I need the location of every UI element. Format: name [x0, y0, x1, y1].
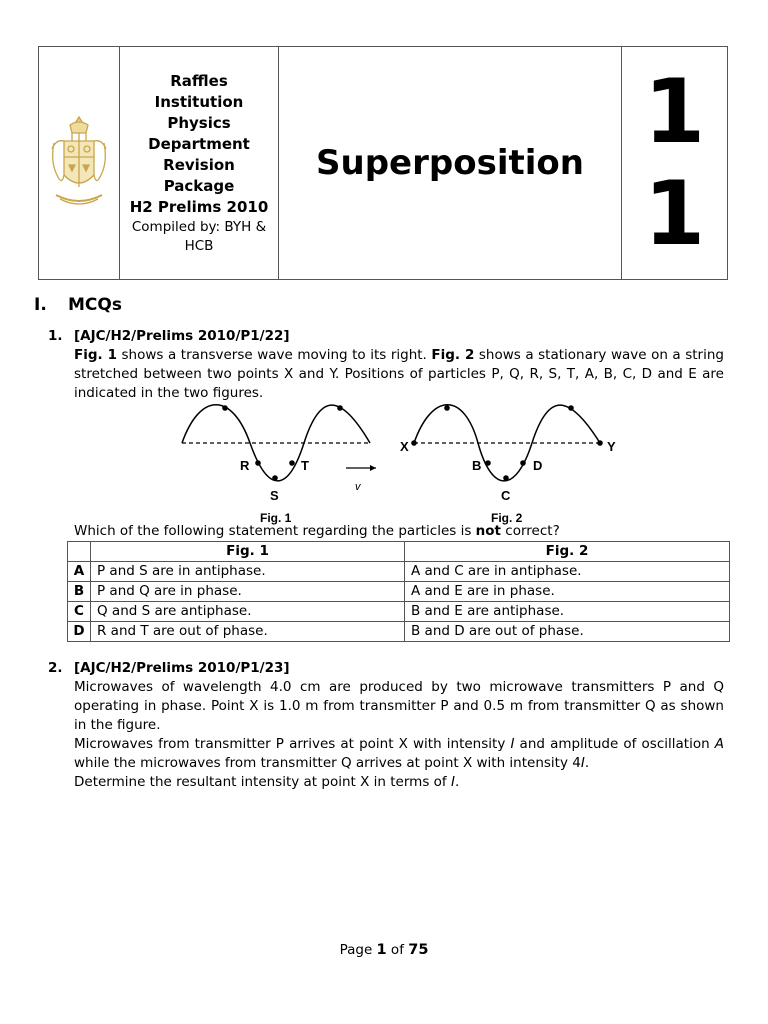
- page-current: 1: [376, 942, 387, 958]
- fig-ref: Fig. 2: [431, 347, 475, 363]
- table-cell: P and S are in antiphase.: [91, 562, 405, 582]
- symbol: I: [510, 736, 515, 752]
- table-cell: Q and S are antiphase.: [91, 602, 405, 622]
- institution-line: Package: [163, 176, 235, 195]
- symbol: A: [714, 736, 725, 752]
- chapter-digit: 1: [643, 60, 706, 163]
- table-header-row: [68, 542, 730, 562]
- table-row: [68, 562, 730, 582]
- text-span: correct?: [501, 523, 560, 539]
- table-cell: B and D are out of phase.: [405, 622, 730, 642]
- section-roman: I.: [34, 295, 47, 315]
- question-paragraph: [74, 735, 724, 773]
- table-row: [68, 622, 730, 642]
- label-X: X: [400, 439, 409, 454]
- question-paragraph: [74, 773, 724, 792]
- page-total: 75: [408, 942, 429, 958]
- text-span: Determine the resultant intensity at point X in terms of: [74, 774, 451, 790]
- fig-ref: Fig. 1: [74, 347, 117, 363]
- section-heading: [34, 295, 122, 315]
- option-letter: A: [68, 562, 91, 582]
- option-letter: D: [68, 622, 91, 642]
- question-number: 2.: [48, 660, 63, 676]
- table-row: [68, 582, 730, 602]
- text-span: Microwaves from transmitter P arrives at point X with intensity: [74, 736, 511, 752]
- footer-text: Page: [339, 942, 377, 958]
- text-span: .: [584, 755, 590, 771]
- symbol: I: [450, 774, 455, 790]
- question-text: [74, 346, 724, 403]
- label-S: S: [270, 488, 279, 503]
- institution-line: Department: [148, 134, 250, 153]
- compiled-by: Compiled by: BYH & HCB: [131, 218, 267, 254]
- question-reference: [AJC/H2/Prelims 2010/P1/22]: [74, 328, 290, 344]
- institution-line: Raffles: [170, 71, 228, 90]
- crest-logo: [39, 47, 120, 279]
- table-header: Fig. 2: [405, 542, 730, 562]
- table-cell: A and C are in antiphase.: [405, 562, 730, 582]
- label-C: C: [501, 488, 511, 503]
- document-title: Superposition: [279, 47, 622, 279]
- label-Y: Y: [607, 439, 616, 454]
- label-D: D: [533, 458, 543, 473]
- question-reference: [AJC/H2/Prelims 2010/P1/23]: [74, 660, 290, 676]
- option-letter: C: [68, 602, 91, 622]
- question-1: [48, 327, 724, 403]
- header-table: [38, 46, 728, 280]
- table-header: Fig. 1: [91, 542, 405, 562]
- symbol: I: [580, 755, 585, 771]
- institution-line: Institution: [154, 92, 244, 111]
- crest-icon: [48, 113, 110, 213]
- label-T: T: [301, 458, 309, 473]
- text-span: while the microwaves from transmitter Q arrives at point X with intensity 4: [74, 755, 581, 771]
- table-cell: P and Q are in phase.: [91, 582, 405, 602]
- table-cell: R and T are out of phase.: [91, 622, 405, 642]
- institution-line: Physics: [167, 113, 231, 132]
- question-1-prompt: [48, 522, 724, 541]
- label-R: R: [240, 458, 250, 473]
- chapter-number: [622, 47, 727, 279]
- question-paragraph: Microwaves of wavelength 4.0 cm are produced by two microwave transmitters P and Q operating in phase. Point X is 1.0 m from transmitter P and 0.5 m from transmitter Q as shown in the figure.: [74, 679, 724, 733]
- institution-info: [120, 47, 279, 279]
- fig-2-stationary-wave: [400, 405, 616, 525]
- options-table: [67, 541, 730, 642]
- question-number: 1.: [48, 328, 63, 344]
- option-letter: B: [68, 582, 91, 602]
- emphasis: not: [475, 523, 502, 539]
- fig-2-caption: Fig. 2: [491, 511, 523, 525]
- wave-figures: [180, 400, 620, 525]
- text-span: Which of the following statement regarding the particles is: [74, 523, 476, 539]
- text-span: and amplitude of oscillation: [514, 736, 715, 752]
- chapter-digit: 1: [643, 162, 706, 265]
- table-header-blank: [68, 542, 91, 562]
- text-span: shows a transverse wave moving to its right.: [116, 347, 432, 363]
- table-row: [68, 602, 730, 622]
- page-footer: [0, 942, 768, 958]
- footer-text: of: [386, 942, 409, 958]
- table-cell: A and E are in phase.: [405, 582, 730, 602]
- label-v: v: [355, 481, 361, 493]
- text-span: shows a stationary wave on a string stretched between two points X and Y. Positions of particles P, Q, R, S, T, A, B, C, D and E are indicated in the two figures.: [74, 347, 724, 401]
- fig-1-caption: Fig. 1: [260, 511, 292, 525]
- institution-line: H2 Prelims 2010: [129, 197, 269, 216]
- text-span: .: [454, 774, 460, 790]
- table-cell: B and E are antiphase.: [405, 602, 730, 622]
- fig-1-transverse-wave: [182, 405, 376, 525]
- institution-line: Revision: [163, 155, 235, 174]
- label-B: B: [472, 458, 482, 473]
- question-2: [48, 659, 724, 792]
- section-title: MCQs: [68, 295, 122, 315]
